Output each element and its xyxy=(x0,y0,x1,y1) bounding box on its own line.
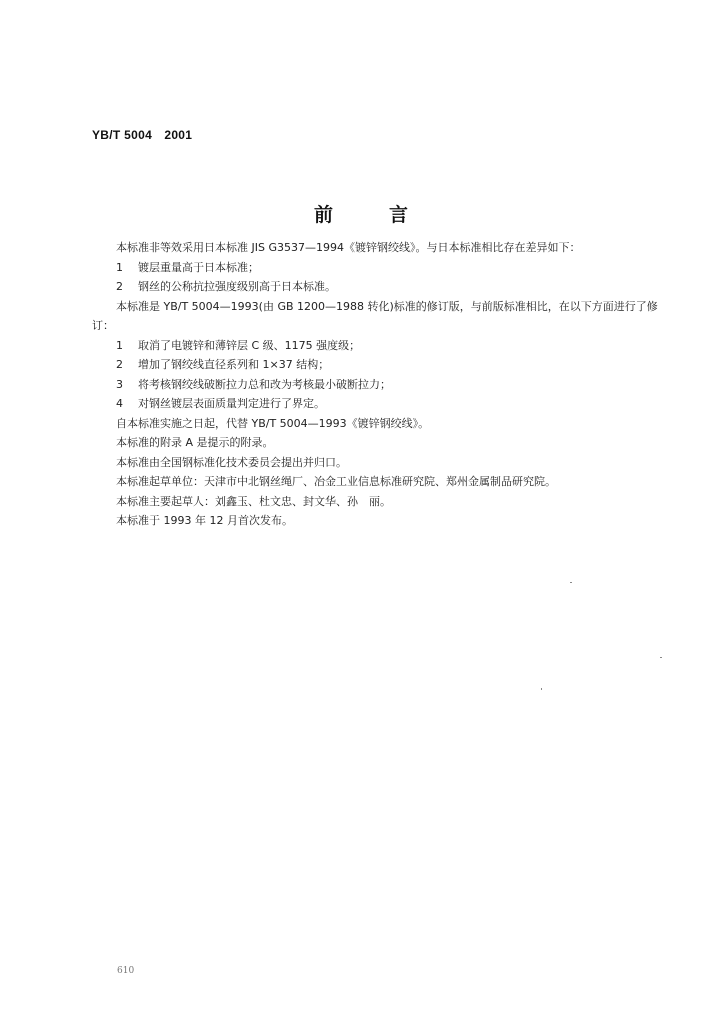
scan-speck xyxy=(660,657,662,658)
paragraph-revision: 本标准是 YB/T 5004—1993(由 GB 1200—1988 转化)标准的修订版，与前版标准相比，在以下方面进行了修订： xyxy=(92,299,658,332)
revision-item xyxy=(92,336,672,356)
item-number: 3 xyxy=(116,377,123,391)
paragraph-appendix: 本标准的附录 A 是提示的附录。 xyxy=(116,436,274,449)
item-number: 2 xyxy=(116,280,123,293)
difference-item xyxy=(92,277,672,297)
header-standard-code: YB/T 5004 2001 xyxy=(92,128,193,142)
item-text: 取消了电镀锌和薄锌层 C 级、1175 强度级； xyxy=(138,338,361,352)
paragraph-proposer: 本标准由全国钢标准化技术委员会提出并归口。 xyxy=(116,455,347,469)
paragraph-drafting-units: 本标准起草单位：天津市中北钢丝绳厂、冶金工业信息标准研究院、郑州金属制品研究院。 xyxy=(116,475,556,488)
item-text: 镀层重量高于日本标准； xyxy=(138,260,259,274)
revision-item xyxy=(92,394,672,414)
item-number: 2 xyxy=(116,358,123,371)
item-text: 钢丝的公称抗拉强度级别高于日本标准。 xyxy=(138,280,336,293)
item-number: 1 xyxy=(116,338,123,352)
scan-speck xyxy=(541,688,542,690)
paragraph-adoption: 本标准非等效采用日本标准 JIS G3537—1994《镀锌钢绞线》。与日本标准相比存在差异如下： xyxy=(116,241,581,254)
paragraph-drafters: 本标准主要起草人：刘鑫玉、杜文忠、封文华、孙 丽。 xyxy=(116,494,391,508)
page-number: 610 xyxy=(117,966,135,976)
revision-item xyxy=(92,375,672,395)
item-number: 4 xyxy=(116,397,123,410)
revision-item xyxy=(92,355,672,375)
scan-speck xyxy=(570,582,572,583)
item-number: 1 xyxy=(116,260,123,274)
difference-item xyxy=(92,258,672,278)
page-title: 前言 xyxy=(313,204,464,226)
foreword-body xyxy=(92,238,672,531)
item-text: 增加了钢绞线直径系列和 1×37 结构； xyxy=(138,358,330,371)
item-text: 将考核钢绞线破断拉力总和改为考核最小破断拉力； xyxy=(138,377,391,391)
paragraph-replacement: 自本标准实施之日起，代替 YB/T 5004—1993《镀锌钢绞线》。 xyxy=(116,416,430,430)
paragraph-first-issue: 本标准于 1993 年 12 月首次发布。 xyxy=(116,514,293,527)
item-text: 对钢丝镀层表面质量判定进行了界定。 xyxy=(138,397,325,410)
